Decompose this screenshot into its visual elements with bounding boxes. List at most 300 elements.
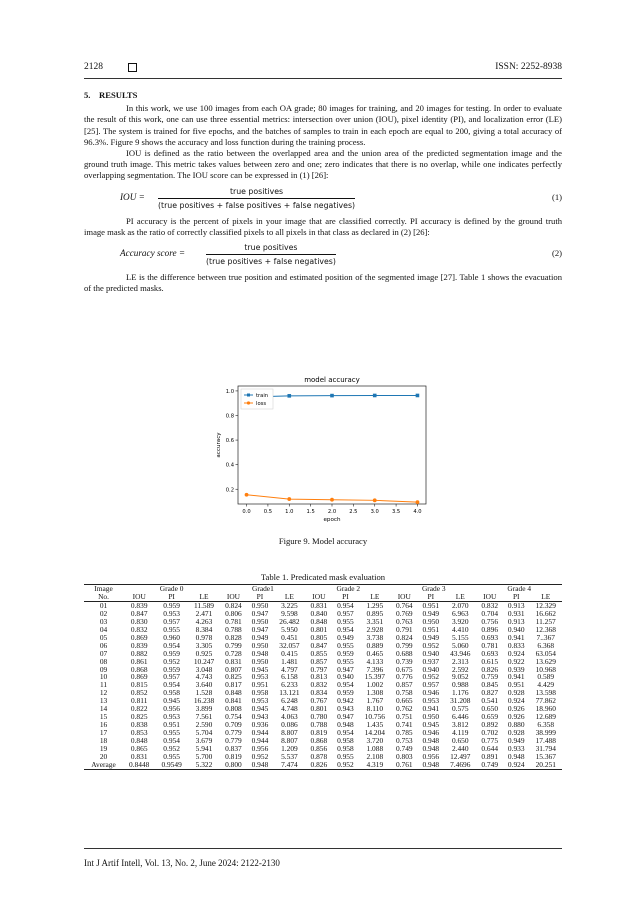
table-cell: 0.754 bbox=[225, 712, 242, 722]
data-point-loss bbox=[416, 500, 420, 504]
table-cell: 5.950 bbox=[281, 624, 298, 634]
table-cell: 0.950 bbox=[422, 616, 440, 626]
table-cell: 08 bbox=[99, 656, 108, 666]
equation-number: (1) bbox=[551, 191, 562, 202]
table-cell: 0.702 bbox=[481, 728, 499, 738]
table-column-header: LE bbox=[359, 593, 391, 601]
table-cell: 8.384 bbox=[195, 624, 213, 634]
table-cell: 0.958 bbox=[251, 688, 269, 698]
table-cell: 8.110 bbox=[366, 704, 384, 714]
table-group-header-cell: Grade1 bbox=[220, 585, 305, 593]
table-cell: 0.785 bbox=[395, 728, 413, 738]
table-cell: 20 bbox=[99, 752, 108, 762]
table-cell: 0.826 bbox=[481, 664, 499, 674]
data-point-train bbox=[287, 394, 291, 398]
table-group-header-cell: Grade 0 bbox=[123, 585, 220, 593]
table-cell: 13.598 bbox=[535, 688, 556, 698]
table-cell: 0.857 bbox=[310, 656, 328, 666]
table-cell: 0.951 bbox=[422, 624, 440, 634]
table-cell: 0.949 bbox=[337, 632, 354, 642]
table-cell: 0.801 bbox=[310, 704, 328, 714]
table-column-header: LE bbox=[444, 593, 476, 601]
table-cell: 0.8448 bbox=[123, 761, 155, 769]
x-tick-label: 0.0 bbox=[242, 509, 251, 515]
table-cell: 0.940 bbox=[422, 664, 440, 674]
x-axis-label: epoch bbox=[323, 517, 341, 523]
table-cell: 0.949 bbox=[422, 608, 440, 618]
table-cell: 0.956 bbox=[251, 744, 269, 754]
table-cell: 0.892 bbox=[481, 720, 499, 730]
table-cell: 11.589 bbox=[193, 600, 215, 610]
table-cell: 0.955 bbox=[337, 752, 354, 762]
table-cell: 0.799 bbox=[395, 640, 413, 650]
table-cell: 0.953 bbox=[163, 608, 180, 618]
issn: ISSN: 2252-8938 bbox=[495, 62, 562, 72]
table-cell: 0.824 bbox=[395, 632, 413, 642]
table-cell: 0.857 bbox=[395, 680, 413, 690]
table-cell: 0.839 bbox=[130, 640, 148, 650]
table-cell: 0.848 bbox=[225, 688, 242, 698]
table-cell: 0.575 bbox=[451, 704, 469, 714]
table-cell: 6.248 bbox=[281, 696, 298, 706]
table-cell: 0.950 bbox=[422, 712, 440, 722]
table-cell: 0.848 bbox=[310, 616, 328, 626]
table-cell: 06 bbox=[99, 640, 108, 650]
table-cell: 0.753 bbox=[395, 736, 413, 746]
paragraph: PI accuracy is the percent of pixels in your image that are classified correctly. PI accuracy is defined by the ground truth image mask as the ratio of correctly classified pixels to all pixels in that class as declared in (2) [26]: bbox=[84, 215, 562, 237]
table-cell: 0.988 bbox=[451, 680, 469, 690]
table-cell: 0.957 bbox=[163, 616, 180, 626]
table-cell: 0.959 bbox=[163, 664, 180, 674]
data-point-loss bbox=[287, 497, 291, 501]
table-cell: 2.440 bbox=[451, 744, 469, 754]
table-cell: 20.251 bbox=[529, 761, 562, 769]
table-cell: 3.812 bbox=[451, 720, 469, 730]
table-cell: 4.133 bbox=[366, 656, 384, 666]
table-cell: 0.779 bbox=[225, 736, 242, 746]
x-tick-label: 2.0 bbox=[327, 509, 337, 515]
table-cell: 0.826 bbox=[306, 761, 333, 769]
table-cell: 0.825 bbox=[130, 712, 148, 722]
table-cell: 2.108 bbox=[366, 752, 384, 762]
table-column-header: PI bbox=[503, 593, 530, 601]
y-tick-label: 0.6 bbox=[225, 438, 234, 445]
table-cell: 0.913 bbox=[507, 616, 525, 626]
table-cell: 0.955 bbox=[163, 728, 180, 738]
paragraph: IOU is defined as the ratio between the overlapped area and the union area of the predicted segmentation image and the ground truth image. This metric takes values between zero and one; zero indicates that there is no overlap, while one indicates perfectly overlapping segmentation. The IOU score can be expressed in (1) [26]: bbox=[84, 148, 562, 181]
table-cell: 07 bbox=[99, 648, 108, 658]
table-cell: 0.954 bbox=[337, 624, 354, 634]
table-cell: 10 bbox=[99, 672, 108, 682]
table-cell: 0.659 bbox=[481, 712, 499, 722]
table-cell: 5.704 bbox=[195, 728, 213, 738]
paragraph: In this work, we use 100 images from each OA grade; 80 images for training, and 20 images for testing. In order to evaluate the result of this work, one can use three essential metrics: intersection over union (IOU), pixel identity (PI), and localization error (LE) [25]. The system is trained for five epochs, and the batches of samples to train in each epoch are equal to 200, giving a total accuracy of 96.3%. Figure 9 shows the accuracy and loss function during the training process. bbox=[84, 103, 562, 147]
table-column-header: PI bbox=[155, 593, 187, 601]
table-cell: 0.831 bbox=[225, 656, 242, 666]
table-cell: 0.845 bbox=[481, 680, 499, 690]
table-cell: 0.868 bbox=[310, 736, 328, 746]
table-cell: 0.952 bbox=[422, 672, 440, 682]
table-cell: 0.693 bbox=[481, 632, 499, 642]
table-cell: 2.928 bbox=[366, 624, 384, 634]
equation-lhs: IOU = bbox=[120, 191, 145, 202]
equation-number: (2) bbox=[551, 248, 562, 259]
table-cell: 0.945 bbox=[251, 704, 269, 714]
table-cell: 10.968 bbox=[535, 664, 556, 674]
table-cell: 0.954 bbox=[337, 600, 354, 610]
table-cell: 18.960 bbox=[535, 704, 556, 714]
table-cell: 0.943 bbox=[251, 712, 269, 722]
table-cell: 0.943 bbox=[337, 704, 354, 714]
table-caption: Table 1. Predicated mask evaluation bbox=[260, 572, 386, 582]
table-column-header: No. bbox=[84, 593, 123, 601]
mask-evaluation-table bbox=[84, 584, 562, 770]
section-heading bbox=[84, 90, 562, 101]
table-cell: 0.848 bbox=[130, 736, 148, 746]
table-cell: 0.945 bbox=[251, 664, 269, 674]
table-cell: 0.956 bbox=[422, 752, 440, 762]
table-cell: 13.121 bbox=[279, 688, 300, 698]
table-group-header-cell: Grade 2 bbox=[306, 585, 391, 593]
table-cell: 0.415 bbox=[281, 648, 298, 658]
y-axis-label: accuracy bbox=[216, 432, 222, 458]
table-cell: 0.878 bbox=[310, 752, 328, 762]
table-cell: 7..367 bbox=[536, 632, 555, 642]
table-column-header: LE bbox=[188, 593, 220, 601]
y-tick-label: 0.8 bbox=[225, 413, 234, 420]
table-cell: 15.397 bbox=[364, 672, 385, 682]
table-cell: 0.788 bbox=[310, 720, 328, 730]
table-cell: 0.817 bbox=[225, 680, 242, 690]
table-cell: 0.751 bbox=[395, 712, 413, 722]
table-cell: 0.828 bbox=[225, 632, 242, 642]
table-cell: 0.831 bbox=[130, 752, 148, 762]
table-cell: 0.840 bbox=[310, 608, 328, 618]
table-cell: 0.749 bbox=[395, 744, 413, 754]
table-cell: 1.435 bbox=[366, 720, 384, 730]
table-cell: 1.209 bbox=[281, 744, 298, 754]
data-point-loss bbox=[373, 498, 377, 502]
table-cell: 1.088 bbox=[366, 744, 384, 754]
table-cell: 4.063 bbox=[281, 712, 298, 722]
table-cell: 0.767 bbox=[310, 696, 328, 706]
table-cell: 0.951 bbox=[163, 720, 180, 730]
table-cell: 0.856 bbox=[310, 744, 328, 754]
table-cell: 1.295 bbox=[366, 600, 384, 610]
table-cell: 0.957 bbox=[422, 680, 440, 690]
table-column-header: LE bbox=[273, 593, 305, 601]
table-cell: 0.959 bbox=[163, 648, 180, 658]
table-cell: 0.852 bbox=[130, 688, 148, 698]
x-tick-label: 3.0 bbox=[370, 509, 379, 515]
table-cell: 0.841 bbox=[225, 696, 242, 706]
equation-fraction bbox=[206, 242, 336, 267]
table-column-header: IOU bbox=[306, 593, 333, 601]
equation-denominator: (true positives + false negatives) bbox=[206, 257, 336, 267]
table-cell: 6.446 bbox=[451, 712, 469, 722]
figure-9 bbox=[210, 372, 438, 532]
table-cell: 0.759 bbox=[481, 672, 499, 682]
equation-1 bbox=[84, 186, 562, 210]
table-body bbox=[84, 601, 562, 769]
table-cell: 0.827 bbox=[481, 688, 499, 698]
table-cell: 0.834 bbox=[310, 688, 328, 698]
table-cell: 0.950 bbox=[251, 656, 269, 666]
paragraph: LE is the difference between true position and estimated position of the segmented image [27]. Table 1 shows the evacuation of the predicted masks. bbox=[84, 272, 562, 294]
table-cell: 0.955 bbox=[337, 656, 354, 666]
table-cell: 0.675 bbox=[395, 664, 413, 674]
table-column-header: PI bbox=[418, 593, 445, 601]
table-cell: 2.070 bbox=[451, 600, 469, 610]
table-cell: 4.429 bbox=[537, 680, 555, 690]
table-cell: 0.948 bbox=[507, 752, 525, 762]
table-cell: 0.922 bbox=[507, 656, 525, 666]
table-cell: 1.767 bbox=[366, 696, 384, 706]
table-cell: 0.936 bbox=[251, 720, 269, 730]
x-tick-label: 0.5 bbox=[263, 509, 273, 515]
table-cell: 0.803 bbox=[395, 752, 413, 762]
table-cell: Average bbox=[84, 761, 123, 769]
table-cell: 31.794 bbox=[535, 744, 556, 754]
table-cell: 1.002 bbox=[366, 680, 384, 690]
table-cell: 26.482 bbox=[279, 616, 300, 626]
table-cell: 16 bbox=[99, 720, 108, 730]
table-cell: 43.946 bbox=[450, 648, 471, 658]
table-group-header-cell: Grade 4 bbox=[476, 585, 562, 593]
table-cell: 0.769 bbox=[395, 608, 413, 618]
table-cell: 0.960 bbox=[163, 632, 180, 642]
table-cell: 0.780 bbox=[310, 712, 328, 722]
x-tick-label: 1.0 bbox=[285, 509, 294, 515]
table-cell: 0.895 bbox=[366, 608, 384, 618]
table-cell: 0.959 bbox=[163, 600, 180, 610]
table-group-header-cell: Image bbox=[84, 585, 123, 593]
table-cell: 0.808 bbox=[225, 704, 242, 714]
table-cell: 0.954 bbox=[163, 680, 180, 690]
equation-numerator: true positives bbox=[206, 242, 336, 255]
table-cell: 0.868 bbox=[130, 664, 148, 674]
table-cell: 7.561 bbox=[195, 712, 213, 722]
table-cell: 0.541 bbox=[481, 696, 499, 706]
table-cell: 0.847 bbox=[310, 640, 328, 650]
table-cell: 0.665 bbox=[395, 696, 413, 706]
table-cell: 4.410 bbox=[451, 624, 469, 634]
table-cell: 0.945 bbox=[422, 720, 440, 730]
table-cell: 5.322 bbox=[188, 761, 220, 769]
table-cell: 0.933 bbox=[507, 744, 525, 754]
table-cell: 4.119 bbox=[452, 728, 469, 738]
table-cell: 6.233 bbox=[281, 680, 298, 690]
table-cell: 03 bbox=[99, 616, 108, 626]
table-column-header: IOU bbox=[476, 593, 503, 601]
equation-denominator: (true positives + false positives + false negatives) bbox=[158, 200, 356, 210]
table-cell: 77.862 bbox=[535, 696, 556, 706]
table-cell: 0.650 bbox=[481, 704, 499, 714]
data-point-loss bbox=[245, 493, 249, 497]
table-cell: 0.954 bbox=[337, 680, 354, 690]
table-cell: 0.819 bbox=[310, 728, 328, 738]
table-cell: 0.832 bbox=[481, 600, 499, 610]
table-cell: 8.807 bbox=[281, 736, 298, 746]
table-cell: 0.781 bbox=[225, 616, 242, 626]
table-cell: 0.451 bbox=[281, 632, 298, 642]
table-cell: 0.819 bbox=[225, 752, 242, 762]
table-cell: 16.238 bbox=[193, 696, 215, 706]
table-cell: 9.052 bbox=[451, 672, 469, 682]
table-cell: 1.528 bbox=[195, 688, 213, 698]
table-cell: 0.939 bbox=[507, 664, 525, 674]
table-cell: 0.822 bbox=[130, 704, 148, 714]
y-tick-label: 0.2 bbox=[225, 487, 234, 494]
table-cell: 0.761 bbox=[391, 761, 418, 769]
table-cell: 0.941 bbox=[507, 672, 525, 682]
table-cell: 11 bbox=[99, 680, 108, 690]
table-cell: 0.948 bbox=[247, 761, 274, 769]
table-cell: 0.801 bbox=[310, 624, 328, 634]
table-cell: 0.758 bbox=[395, 688, 413, 698]
table-cell: 0.891 bbox=[481, 752, 499, 762]
table-cell: 0.926 bbox=[507, 704, 525, 714]
table-cell: 0.955 bbox=[163, 752, 180, 762]
table-cell: 10.247 bbox=[193, 656, 215, 666]
table-cell: 0.924 bbox=[507, 696, 525, 706]
table-cell: 5.537 bbox=[281, 752, 298, 762]
table-cell: 0.948 bbox=[422, 744, 440, 754]
table-cell: 7.396 bbox=[366, 664, 384, 674]
table-cell: 0.839 bbox=[130, 600, 148, 610]
model-accuracy-chart bbox=[210, 372, 438, 532]
table-cell: 0.832 bbox=[310, 680, 328, 690]
legend-label-train: train bbox=[256, 393, 269, 399]
table-cell: 0.957 bbox=[163, 672, 180, 682]
table-cell: 0.925 bbox=[195, 648, 213, 658]
table-cell: 15 bbox=[99, 712, 108, 722]
table-cell: 0.806 bbox=[225, 608, 242, 618]
table-cell: 0.952 bbox=[163, 744, 180, 754]
table-cell: 5.155 bbox=[451, 632, 469, 642]
table-cell: 0.869 bbox=[130, 672, 148, 682]
table-cell: 0.949 bbox=[422, 632, 440, 642]
table-cell: 0.953 bbox=[251, 672, 269, 682]
x-tick-label: 4.0 bbox=[413, 509, 422, 515]
table-cell: 0.589 bbox=[537, 672, 555, 682]
y-tick-label: 0.4 bbox=[225, 462, 234, 469]
table-cell: 0.779 bbox=[225, 728, 242, 738]
table-cell: 09 bbox=[99, 664, 108, 674]
data-point-train bbox=[373, 394, 377, 398]
table-cell: 0.763 bbox=[395, 616, 413, 626]
table-cell: 0.799 bbox=[225, 640, 242, 650]
table-row bbox=[84, 761, 562, 769]
table-cell: 3.640 bbox=[195, 680, 213, 690]
table-cell: 6.158 bbox=[281, 672, 298, 682]
table-cell: 0.950 bbox=[251, 640, 269, 650]
table-cell: 0.940 bbox=[337, 672, 354, 682]
table-cell: 0.913 bbox=[507, 600, 525, 610]
table-cell: 11.257 bbox=[535, 616, 556, 626]
table-cell: 9.598 bbox=[281, 608, 298, 618]
table-cell: 15.367 bbox=[535, 752, 556, 762]
data-point-train bbox=[330, 394, 334, 398]
table-cell: 0.833 bbox=[507, 640, 525, 650]
table-cell: 0.805 bbox=[310, 632, 328, 642]
table-cell: 3.679 bbox=[195, 736, 213, 746]
table-cell: 0.781 bbox=[481, 640, 499, 650]
table-cell: 0.948 bbox=[337, 720, 354, 730]
table-column-header: IOU bbox=[220, 593, 247, 601]
table-cell: 0.837 bbox=[225, 744, 242, 754]
table-cell: 3.048 bbox=[195, 664, 213, 674]
table-cell: 0.465 bbox=[366, 648, 384, 658]
table-cell: 16.662 bbox=[535, 608, 556, 618]
equation-2 bbox=[84, 242, 562, 266]
table-cell: 0.954 bbox=[337, 728, 354, 738]
table-cell: 0.948 bbox=[418, 761, 445, 769]
table-cell: 5.700 bbox=[195, 752, 213, 762]
table-cell: 0.741 bbox=[395, 720, 413, 730]
table-cell: 0.947 bbox=[337, 712, 354, 722]
table-cell: 0.776 bbox=[395, 672, 413, 682]
table-cell: 0.924 bbox=[507, 648, 525, 658]
table-cell: 2.471 bbox=[195, 608, 213, 618]
table-cell: 0.949 bbox=[507, 736, 525, 746]
table-column-header: LE bbox=[529, 593, 562, 601]
table-cell: 0.944 bbox=[251, 728, 269, 738]
table-cell: 0.650 bbox=[451, 736, 469, 746]
data-point-train bbox=[416, 394, 420, 398]
table-cell: 7.4696 bbox=[444, 761, 476, 769]
table-cell: 14.204 bbox=[364, 728, 385, 738]
equation-lhs: Accuracy score = bbox=[120, 248, 186, 259]
table-cell: 0.954 bbox=[163, 640, 180, 650]
table-cell: 4.797 bbox=[281, 664, 298, 674]
table-cell: 0.958 bbox=[337, 744, 354, 754]
table-cell: 12.368 bbox=[535, 624, 556, 634]
table-cell: 0.889 bbox=[366, 640, 384, 650]
table-cell: 0.693 bbox=[481, 648, 499, 658]
table-cell: 0.865 bbox=[130, 744, 148, 754]
figure-caption: Figure 9. Model accuracy bbox=[278, 536, 368, 546]
table-cell: 1.481 bbox=[281, 656, 298, 666]
table-group-header-cell: Grade 3 bbox=[391, 585, 476, 593]
table-cell: 0.832 bbox=[130, 624, 148, 634]
table-cell: 0.853 bbox=[130, 728, 148, 738]
legend-label-loss: loss bbox=[256, 401, 267, 407]
table-cell: 0.941 bbox=[507, 632, 525, 642]
table-cell: 0.937 bbox=[422, 656, 440, 666]
table-cell: 0.704 bbox=[481, 608, 499, 618]
table-cell: 1.176 bbox=[451, 688, 469, 698]
table-cell: 0.811 bbox=[131, 696, 148, 706]
table-cell: 0.815 bbox=[130, 680, 148, 690]
table-cell: 8.807 bbox=[281, 728, 298, 738]
table-cell: 0.9549 bbox=[155, 761, 187, 769]
table-cell: 0.800 bbox=[220, 761, 247, 769]
table-cell: 32.057 bbox=[279, 640, 300, 650]
table-cell: 0.946 bbox=[422, 688, 440, 698]
table-cell: 0.644 bbox=[481, 744, 499, 754]
table-cell: 0.688 bbox=[395, 648, 413, 658]
table-cell: 0.882 bbox=[130, 648, 148, 658]
table-cell: 0.813 bbox=[310, 672, 328, 682]
page-number: 2128 bbox=[84, 62, 103, 72]
equation-fraction bbox=[158, 186, 355, 211]
table-cell: 6.368 bbox=[537, 640, 555, 650]
table-cell: 4.319 bbox=[359, 761, 391, 769]
header-rule bbox=[84, 78, 562, 79]
table-cell: 6.358 bbox=[537, 720, 555, 730]
x-tick-label: 3.5 bbox=[391, 509, 401, 515]
